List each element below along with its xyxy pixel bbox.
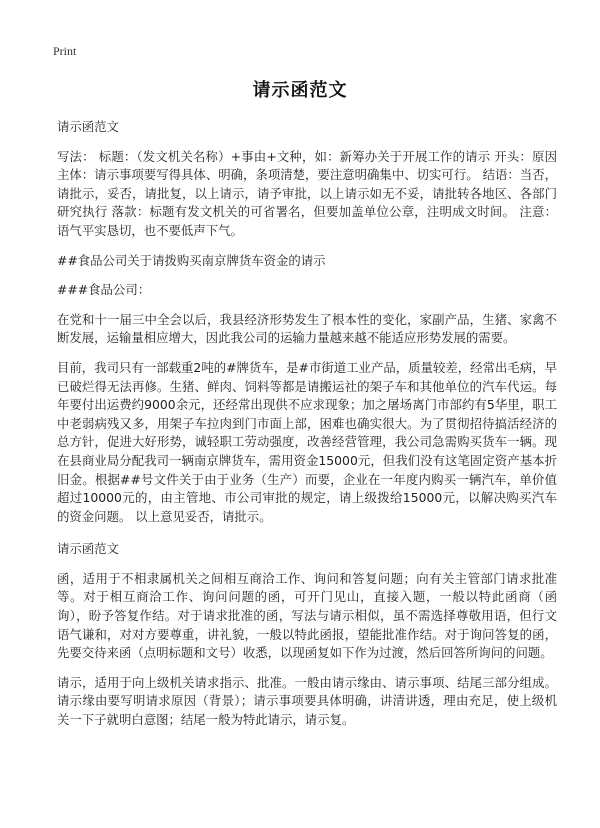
salutation: ###食品公司： — [57, 282, 151, 298]
request-details-paragraph: 目前，我司只有一部载重2吨的#牌货车，是#市街道工业产品，质量较差，经常出毛病，早已破烂得无法再修。生猪、鲜肉、饲料等都是请搬运社的架子车和其他单位的汽车代运。每年要付出运费约9000余元，还经常出现供不应求现象；加之屠场离门市部约有5华里，职工中老弱病残又多，用架子车拉肉到门市面上部，困难也确实很大。为了贯彻招待搞活经济的总方针，促进大好形势，诚轻职工劳动强度，改善经营管理，我公司急需购买货车一辆。现在县商业局分配我司一辆南京牌货车，需用资金15000元，但我们没有这笔固定资产基本折旧金。根据##号文件关于由于业务（生产）而要，企业在一年度内购买一辆汽车，单价值超过10000元的，由主管地、市公司审批的规定，请上级拨给15000元，以解决购买汽车的资金问题。 以上意见妥否，请批示。 — [57, 359, 557, 524]
writing-method-paragraph: 写法： 标题：（发文机关名称）+事由+文种，如：新筹办关于开展工作的请示 开头：原因 主体：请示事项要写得具体、明确，条项清楚，要注意明确集中、切实可行。 结语：当否，请批示，妥否，请批复，以上请示，请予审批，以上请示如无不妥，请批转各地区、各部门研究执行 落款：标题有发文机关的可省署名，但要加盖单位公章，注明成文时间。 注意：语气平实恳切，也不要低声下气。 — [57, 148, 557, 238]
request-explanation-paragraph: 请示，适用于向上级机关请求指示、批准。一般由请示缘由、请示事项、结尾三部分组成。请示缘由要写明请求原因（背景）；请示事项要具体明确，讲清讲透，理由充足，使上级机关一下子就明白意图；结尾一般为特此请示，请示复。 — [57, 674, 557, 728]
letter-explanation-paragraph: 函，适用于不相隶属机关之间相互商洽工作、询问和答复问题；向有关主管部门请求批准等。对于相互商洽工作、询问问题的函，可开门见山，直接入题，一般以特此函商（函询），盼予答复作结。对于请求批准的函，写法与请示相似，虽不需选择尊敬用语，但行文语气谦和，对对方要尊重，讲礼貌，一般以特此函报，望能批准作结。对于询问答复的函，先要交待来函（点明标题和文号）收悉，以现函复如下作为过渡，然后回答所询问的问题。 — [57, 570, 557, 661]
section-heading-2: 请示函范文 — [57, 541, 119, 557]
section-heading-1: 请示函范文 — [57, 119, 119, 134]
background-paragraph: 在党和十一届三中全会以后，我县经济形势发生了根本性的变化，家副产品，生猪、家禽不断发展，运输量相应增大，因此我公司的运输力量越来越不能适应形势发展的需要。 — [57, 311, 557, 346]
sample-request-title: ##食品公司关于请拨购买南京牌货车资金的请示 — [57, 252, 326, 268]
print-link[interactable]: Print — [53, 44, 77, 58]
document-body — [57, 118, 557, 741]
page-title: 请示函范文 — [252, 80, 348, 101]
